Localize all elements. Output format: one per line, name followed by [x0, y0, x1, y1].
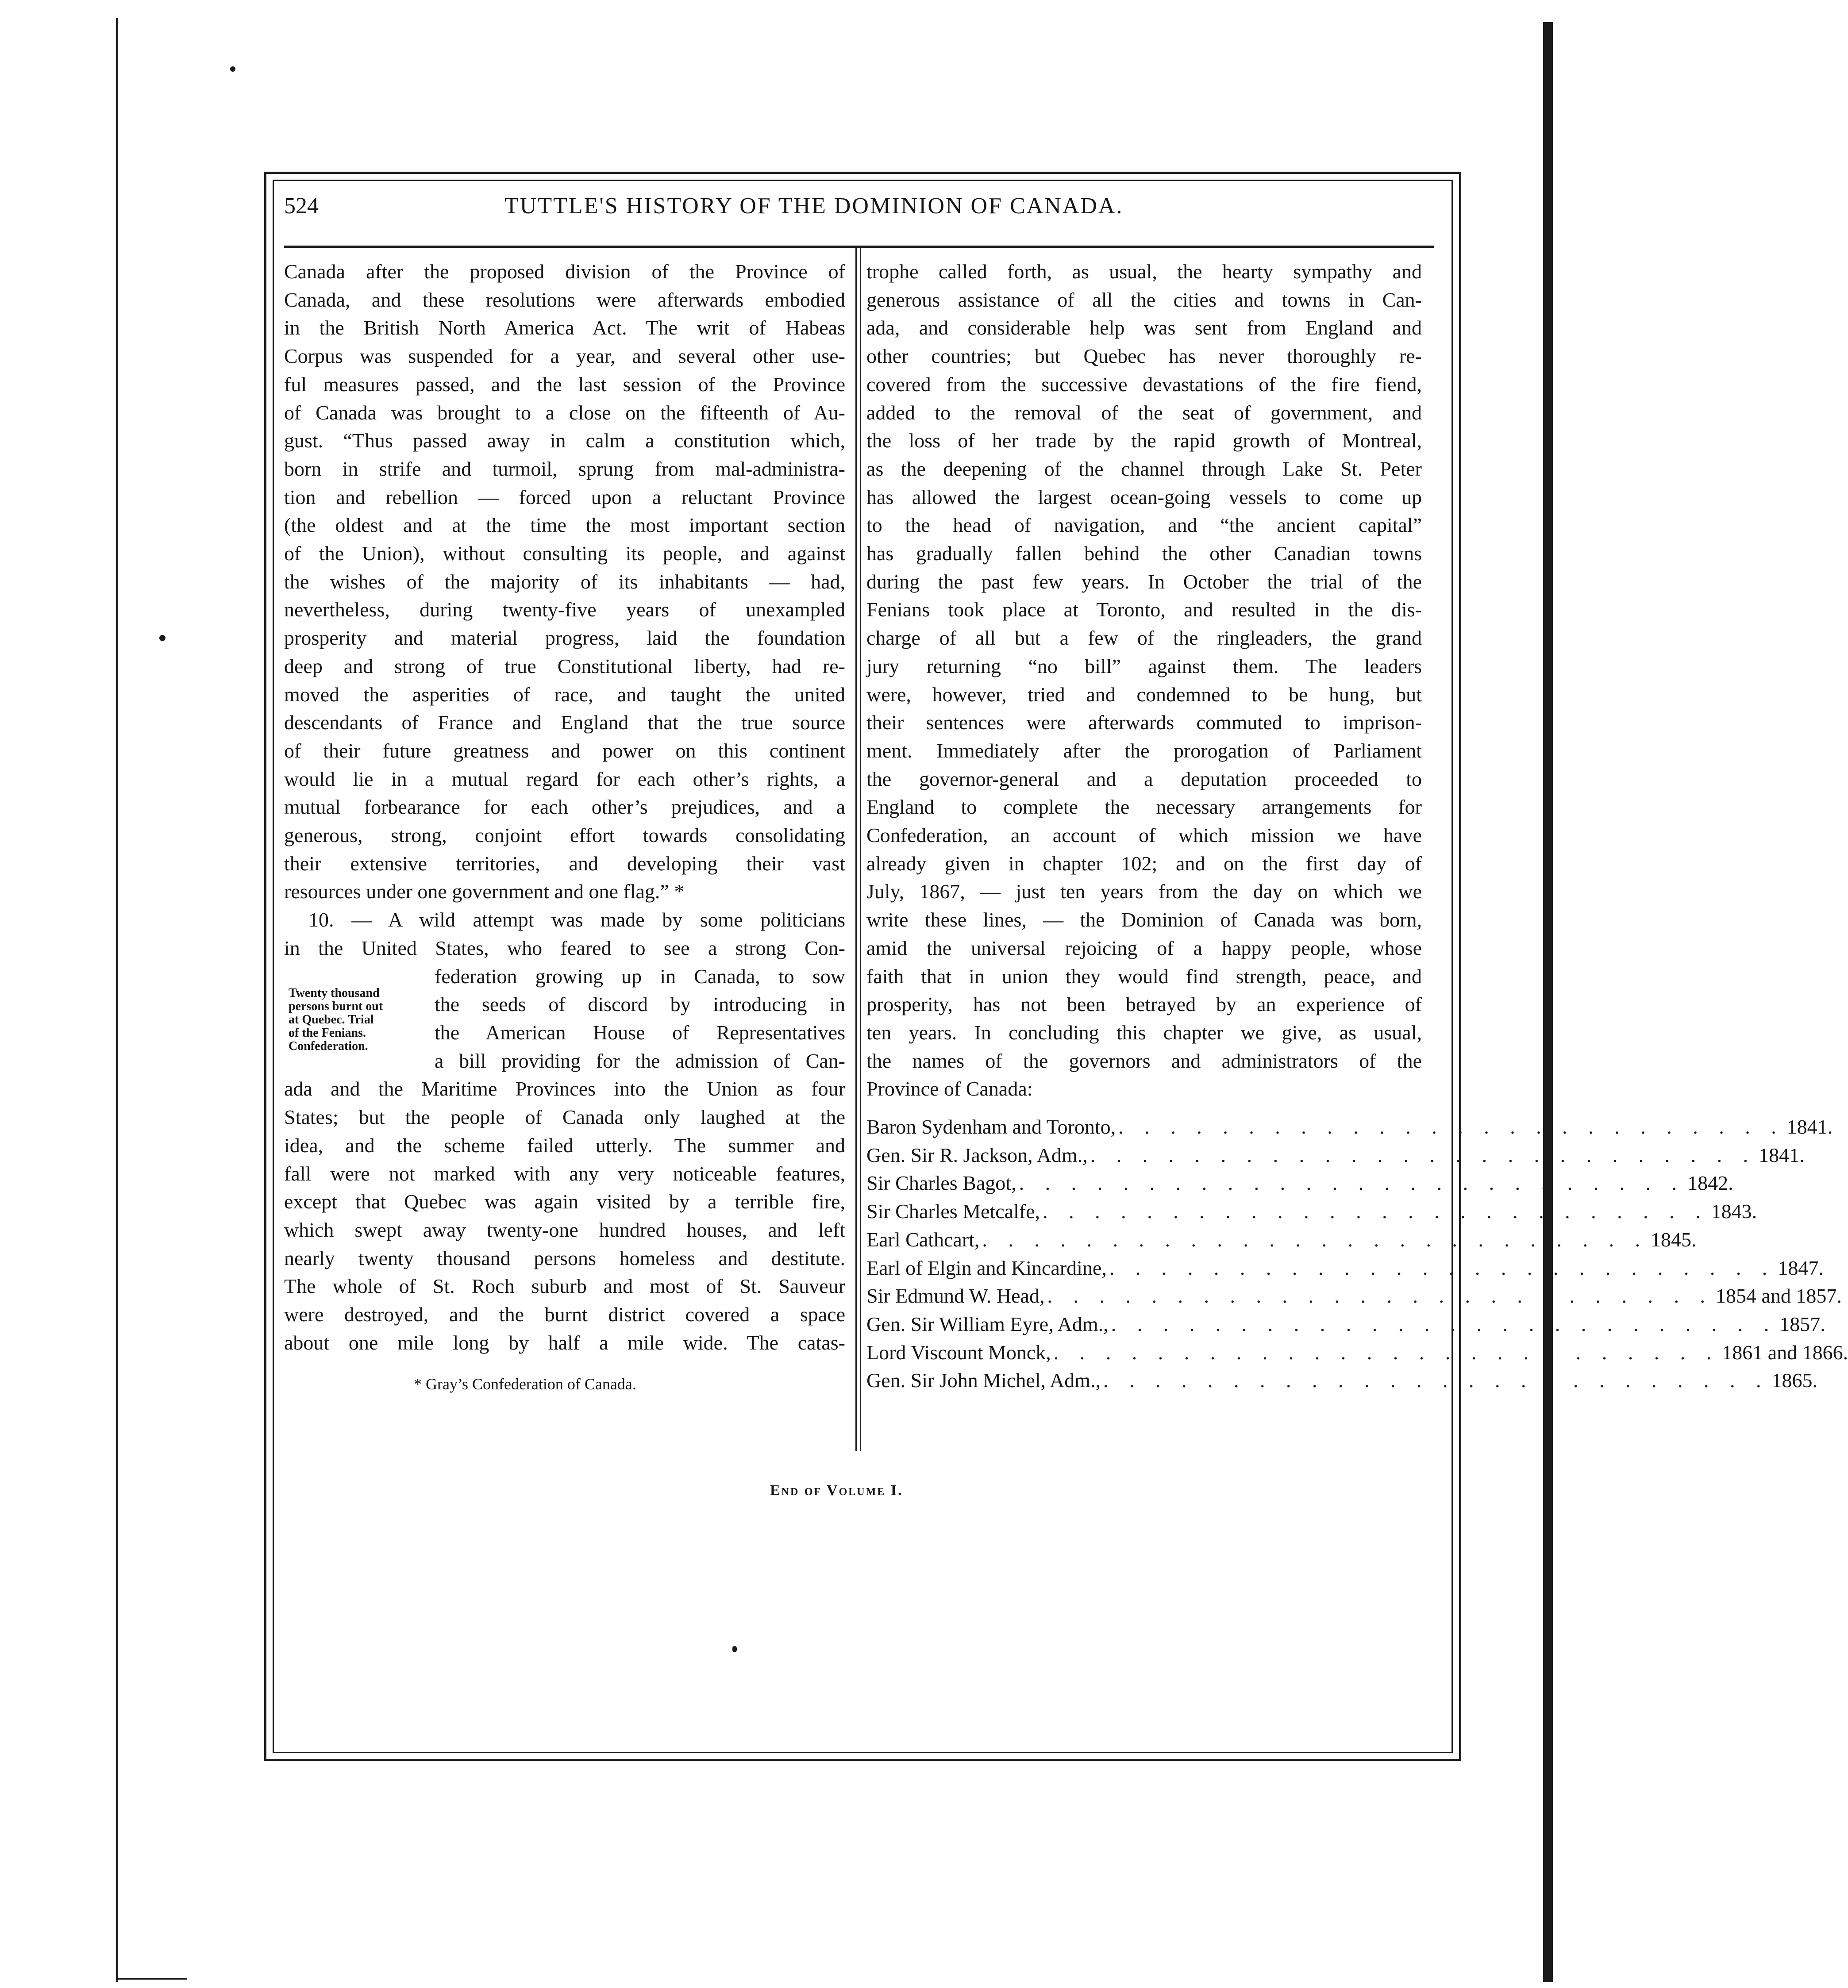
text-line: ada and the Maritime Provinces into the Union as four	[284, 1077, 845, 1100]
dot-leader: . . . . . . . . . . . . . . . . . . . . . . . . . .	[1103, 1369, 1769, 1392]
text-line: were, however, tried and condemned to be hung, but	[866, 683, 1422, 706]
text-line: idea, and the scheme failed utterly. The summer and	[284, 1134, 845, 1157]
text-line: a bill providing for the admission of Can-	[435, 1049, 845, 1072]
page-number: 524	[284, 193, 319, 219]
governor-years: 1841.	[1786, 1115, 1833, 1138]
dot-leader: . . . . . . . . . . . . . . . . . . . . . . . . . .	[1118, 1115, 1784, 1138]
governor-name: Sir Charles Bagot,	[866, 1172, 1016, 1195]
text-line: their sentences were afterwards commuted to imprison-	[866, 711, 1422, 734]
governor-row	[866, 1141, 1805, 1169]
text-line: trophe called forth, as usual, the hearty sympathy and	[866, 260, 1422, 283]
governors-list	[866, 1113, 1848, 1395]
text-line: Canada after the proposed division of the Province of	[284, 260, 845, 283]
column-divider	[860, 248, 861, 1451]
governor-years: 1843.	[1711, 1200, 1757, 1223]
right-column	[866, 258, 1422, 1103]
text-line: ten years. In concluding this chapter we give, as usual,	[866, 1021, 1422, 1044]
text-line: nearly twenty thousand persons homeless and destitute.	[284, 1246, 845, 1269]
scan-margin-line-left	[116, 18, 118, 1982]
text-line: the names of the governors and administrators of the	[866, 1049, 1422, 1072]
text-line: which swept away twenty-one hundred houses, and left	[284, 1218, 845, 1241]
governor-name: Gen. Sir R. Jackson, Adm.,	[866, 1143, 1088, 1166]
text-line: Fenians took place at Toronto, and resulted in the dis-	[866, 598, 1422, 621]
text-line: of the Union), without consulting its people, and against	[284, 542, 845, 565]
text-line: fall were not marked with any very noticeable features,	[284, 1162, 845, 1185]
text-line: resources under one government and one flag.” *	[284, 880, 685, 903]
governor-years: 1857.	[1779, 1312, 1825, 1335]
text-line: federation growing up in Canada, to sow	[435, 965, 845, 988]
governor-row	[866, 1282, 1842, 1310]
scan-margin-foot-left	[116, 1978, 187, 1980]
scan-dot	[230, 66, 235, 72]
text-line: to the head of navigation, and “the ancient capital”	[866, 514, 1422, 537]
dot-leader: . . . . . . . . . . . . . . . . . . . . . . . . . .	[1111, 1312, 1777, 1335]
governor-name: Earl Cathcart,	[866, 1228, 980, 1251]
text-line: would lie in a mutual regard for each other’s rights, a	[284, 767, 845, 790]
text-line: in the British North America Act. The writ of Habeas	[284, 316, 845, 339]
governor-name: Lord Viscount Monck,	[866, 1341, 1051, 1364]
text-line: (the oldest and at the time the most important section	[284, 514, 845, 537]
text-line: the loss of her trade by the rapid growth of Montreal,	[866, 429, 1422, 452]
dot-leader: . . . . . . . . . . . . . . . . . . . . . . . . . .	[982, 1228, 1648, 1251]
governor-years: 1845.	[1650, 1228, 1697, 1251]
scan-dot	[159, 635, 166, 641]
text-line: charge of all but a few of the ringleaders, the grand	[866, 627, 1422, 650]
text-line: generous, strong, conjoint effort towards consolidating	[284, 824, 845, 847]
text-line: moved the asperities of race, and taught the united	[284, 683, 845, 706]
dot-leader: . . . . . . . . . . . . . . . . . . . . . . . . . .	[1090, 1143, 1756, 1166]
text-line: gust. “Thus passed away in calm a constitution which,	[284, 429, 845, 452]
governor-years: 1842.	[1687, 1172, 1733, 1195]
governor-years: 1847.	[1778, 1256, 1824, 1279]
text-line: States; but the people of Canada only laughed at the	[284, 1106, 845, 1129]
text-line: the wishes of the majority of its inhabitants — had,	[284, 570, 845, 593]
text-line: Canada, and these resolutions were afterwards embodied	[284, 288, 845, 311]
text-line: generous assistance of all the cities and towns in Can-	[866, 288, 1422, 311]
column-divider	[855, 248, 857, 1451]
text-line: faith that in union they would find strength, peace, and	[866, 965, 1422, 988]
header-rule	[284, 246, 1434, 248]
text-line: the American House of Representatives	[435, 1021, 845, 1044]
text-line: ment. Immediately after the prorogation of Parliament	[866, 739, 1422, 762]
dot-leader: . . . . . . . . . . . . . . . . . . . . . . . . . .	[1043, 1200, 1709, 1223]
footnote: * Gray’s Confederation of Canada.	[414, 1375, 636, 1393]
governor-years: 1854 and 1857.	[1715, 1284, 1842, 1307]
dot-leader: . . . . . . . . . . . . . . . . . . . . . . . . . .	[1053, 1341, 1720, 1364]
text-line: Confederation, an account of which mission we have	[866, 824, 1422, 847]
text-line: nevertheless, during twenty-five years of unexampled	[284, 598, 845, 621]
text-line: amid the universal rejoicing of a happy people, whose	[866, 936, 1422, 959]
governor-row	[866, 1254, 1824, 1282]
text-line: The whole of St. Roch suburb and most of St. Sauveur	[284, 1275, 845, 1298]
text-line: Corpus was suspended for a year, and several other use-	[284, 345, 845, 368]
paragraph	[866, 258, 1422, 1103]
governor-row	[866, 1338, 1848, 1367]
governor-name: Gen. Sir William Eyre, Adm.,	[866, 1312, 1109, 1335]
governor-row	[866, 1226, 1697, 1254]
text-line: has allowed the largest ocean-going vessels to come up	[866, 485, 1422, 508]
text-line: prosperity and material progress, laid the foundation	[284, 627, 845, 650]
governor-name: Sir Charles Metcalfe,	[866, 1200, 1040, 1223]
left-column	[284, 258, 845, 1357]
text-line: of their future greatness and power on this continent	[284, 739, 845, 762]
text-line: other countries; but Quebec has never thoroughly re-	[866, 345, 1422, 368]
text-line: about one mile long by half a mile wide. The catas-	[284, 1331, 845, 1354]
paragraph	[284, 906, 845, 1357]
sidenote-line: Twenty thousand	[289, 986, 380, 1000]
text-line: added to the removal of the seat of government, and	[866, 401, 1422, 424]
governor-row	[866, 1366, 1817, 1395]
text-line: prosperity, has not been betrayed by an experience of	[866, 993, 1422, 1016]
governor-row	[866, 1310, 1825, 1338]
sidenote-line: Confederation.	[289, 1039, 368, 1053]
text-line: in the United States, who feared to see a strong Con-	[284, 936, 845, 959]
text-line: the seeds of discord by introducing in	[435, 993, 845, 1016]
dot-leader: . . . . . . . . . . . . . . . . . . . . . . . . . .	[1019, 1172, 1685, 1195]
text-line: the governor-general and a deputation proceeded to	[866, 767, 1422, 790]
text-line: has gradually fallen behind the other Canadian towns	[866, 542, 1422, 565]
sidenote-line: of the Fenians.	[289, 1026, 366, 1040]
text-line: Province of Canada:	[866, 1077, 1033, 1100]
governor-years: 1861 and 1866.	[1722, 1341, 1848, 1364]
text-line: already given in chapter 102; and on the first day of	[866, 852, 1422, 875]
governor-row	[866, 1197, 1757, 1226]
text-line: born in strife and turmoil, sprung from mal-administra-	[284, 457, 845, 480]
governor-name: Gen. Sir John Michel, Adm.,	[866, 1369, 1101, 1392]
governor-years: 1841.	[1759, 1143, 1805, 1166]
governor-name: Sir Edmund W. Head,	[866, 1284, 1045, 1307]
text-line: deep and strong of true Constitutional liberty, had re-	[284, 654, 845, 677]
governor-name: Baron Sydenham and Toronto,	[866, 1115, 1116, 1138]
text-line: of Canada was brought to a close on the fifteenth of Au-	[284, 401, 845, 424]
scan-margin-bar-right	[1543, 22, 1553, 1982]
text-line: as the deepening of the channel through Lake St. Peter	[866, 457, 1422, 480]
margin-sidenote	[289, 987, 435, 1053]
text-line: ful measures passed, and the last session of the Province	[284, 373, 845, 396]
governor-name: Earl of Elgin and Kincardine,	[866, 1256, 1107, 1279]
text-line: descendants of France and England that the true source	[284, 711, 845, 734]
text-line: July, 1867, — just ten years from the day on which we	[866, 880, 1422, 903]
text-line: jury returning “no bill” against them. The leaders	[866, 654, 1422, 677]
text-line: write these lines, — the Dominion of Canada was born,	[866, 908, 1422, 931]
text-line: except that Quebec was again visited by a terrible fire,	[284, 1190, 845, 1213]
governor-years: 1865.	[1771, 1369, 1817, 1392]
text-line: 10. — A wild attempt was made by some politicians	[308, 908, 845, 931]
text-line: England to complete the necessary arrangements for	[866, 796, 1422, 819]
sidenote-line: persons burnt out	[289, 1000, 383, 1013]
text-line: were destroyed, and the burnt district covered a space	[284, 1303, 845, 1326]
text-line: tion and rebellion — forced upon a reluctant Province	[284, 485, 845, 508]
paragraph	[284, 258, 845, 906]
text-line: ada, and considerable help was sent from England and	[866, 316, 1422, 339]
running-title: TUTTLE'S HISTORY OF THE DOMINION OF CANADA.	[504, 193, 1124, 219]
governor-row	[866, 1113, 1833, 1141]
text-line: during the past few years. In October the trial of the	[866, 570, 1422, 593]
sidenote-line: at Quebec. Trial	[289, 1013, 374, 1027]
text-line: mutual forbearance for each other’s prejudices, and a	[284, 796, 845, 819]
dot-leader: . . . . . . . . . . . . . . . . . . . . . . . . . .	[1109, 1256, 1775, 1279]
text-line: covered from the successive devastations of the fire fiend,	[866, 373, 1422, 396]
dot-leader: . . . . . . . . . . . . . . . . . . . . . . . . . .	[1047, 1284, 1713, 1307]
text-line: their extensive territories, and developing their vast	[284, 852, 845, 875]
end-of-volume-note: End of Volume I.	[770, 1482, 903, 1499]
governor-row	[866, 1169, 1733, 1197]
